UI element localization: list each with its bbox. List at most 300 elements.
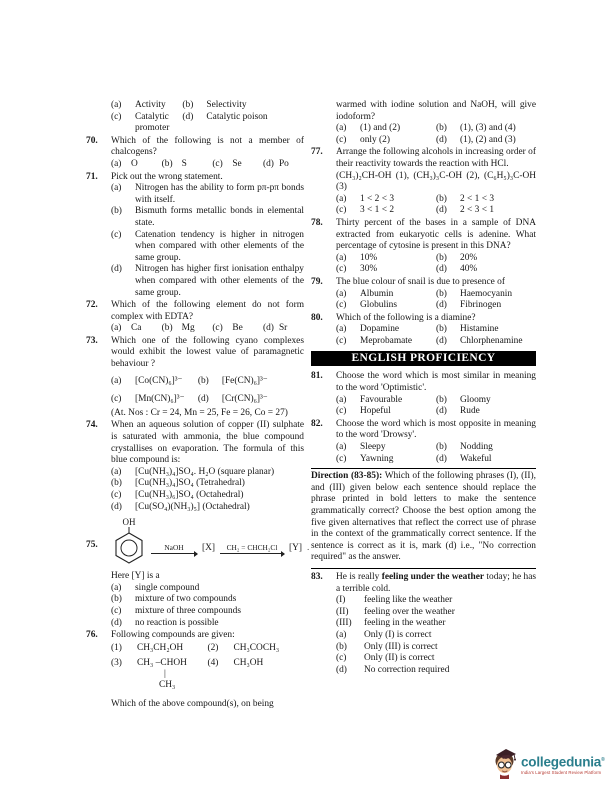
option	[162, 159, 213, 171]
option-row	[336, 336, 536, 348]
option-label: (a)	[111, 183, 122, 194]
option-label: (a)	[111, 466, 122, 477]
option-row	[111, 100, 304, 112]
option	[111, 100, 182, 112]
compound	[111, 658, 208, 691]
collegedunia-logo	[492, 747, 605, 781]
option-text: (1) and (2)	[360, 123, 401, 134]
option-text: Haemocyanin	[460, 288, 513, 299]
option-text: [Fe(CN)₆]³⁻	[221, 375, 268, 386]
option	[111, 394, 198, 406]
option-text: Histamine	[460, 324, 499, 335]
option-row	[111, 394, 304, 406]
option	[111, 376, 198, 388]
compound-formula: CH₃CH₂OH	[137, 642, 184, 653]
question-number: 70.	[86, 135, 98, 146]
reaction-arrow	[151, 544, 197, 554]
question-74	[86, 420, 304, 513]
option-text: Only (II) is correct	[364, 653, 435, 664]
brand-tagline: India's Largest Student Review Platform	[521, 770, 602, 776]
option	[336, 336, 436, 348]
option-label: (a)	[111, 375, 122, 386]
option-label: (a)	[336, 193, 347, 204]
question-number: 73.	[86, 335, 98, 346]
direction-label: Direction (83-85):	[311, 471, 383, 482]
question-70	[86, 136, 304, 171]
question-76-continuation	[311, 100, 536, 146]
option	[336, 454, 436, 466]
intermediate-x: [X]	[202, 543, 216, 554]
option-label: (a)	[336, 324, 347, 335]
option-row	[336, 264, 536, 276]
option-text: 10%	[360, 252, 378, 263]
option	[436, 264, 536, 276]
option-text: Albumin	[360, 288, 394, 299]
option-text: Gloomy	[460, 394, 491, 405]
option-text: 2 < 1 < 3	[460, 193, 495, 204]
option	[198, 376, 304, 388]
phrase-text: feeling in the weather	[364, 618, 446, 629]
question-continuation: Which of the above compound(s), on being	[111, 698, 274, 709]
question-78	[311, 218, 536, 276]
compound-formula: CH₃ –CHOH	[137, 658, 187, 669]
option-label: (b)	[436, 123, 447, 134]
option-text: [Mn(CN)₆]³⁻	[135, 394, 185, 405]
option-label: (b)	[436, 442, 447, 453]
option-row	[111, 112, 304, 135]
option-label: (d)	[436, 406, 447, 417]
sentence-pre: He is really	[336, 571, 382, 582]
option-label: (d)	[111, 617, 122, 628]
option	[336, 642, 536, 654]
phrase-text: feeling over the weather	[364, 606, 455, 617]
option-row	[336, 253, 536, 265]
option-label: (c)	[111, 229, 122, 240]
phrase-option	[336, 607, 536, 619]
question-text: Choose the word which is most similar in meaning to the word 'Optimistic'.	[336, 371, 536, 394]
question-number: 71.	[86, 171, 98, 182]
sentence-post: today; he has a terrible cold.	[336, 571, 536, 594]
option	[198, 394, 304, 406]
option-label: (a)	[336, 123, 347, 134]
phrase-label: (III)	[336, 618, 352, 629]
option-label: (b)	[161, 323, 173, 334]
option-row	[336, 194, 536, 206]
compound-label: (3)	[111, 658, 122, 669]
option-label: (b)	[436, 394, 447, 405]
option-text: Selectivity	[206, 100, 247, 110]
arrow-line	[220, 553, 284, 554]
option-label: (b)	[182, 100, 194, 110]
question-text: warmed with iodine solution and NaOH, will give iodoform?	[336, 100, 536, 122]
option-label: (c)	[336, 406, 347, 417]
option-text: Be	[232, 323, 243, 334]
question-73	[86, 336, 304, 420]
option	[182, 100, 304, 112]
option-text: Meprobamate	[360, 335, 413, 346]
option	[336, 630, 536, 642]
registered-mark: ®	[601, 756, 605, 763]
question-number: 76.	[86, 630, 98, 641]
question-text: When an aqueous solution of copper (II) sulphate is saturated with ammonia, the blue compound crystallises on evaporation. The formula of this blue compound is:	[111, 420, 304, 466]
option-row	[336, 395, 536, 407]
atomic-numbers-note: (At. Nos : Cr = 24, Mn = 25, Fe = 26, Co = 27)	[111, 407, 288, 418]
compound	[208, 658, 305, 691]
option	[336, 194, 436, 206]
reaction-scheme	[111, 517, 310, 567]
question-number: 79.	[311, 276, 323, 287]
section-header-english-proficiency: ENGLISH PROFICIENCY	[311, 351, 536, 366]
option	[436, 205, 536, 217]
option-label: (b)	[197, 375, 209, 386]
option-label: (b)	[436, 193, 447, 204]
option	[111, 230, 304, 265]
question-stem: Here [Y] is a	[111, 571, 160, 582]
hydroxyl-label: OH	[122, 517, 136, 528]
phenol-structure	[111, 517, 147, 567]
option-row	[336, 289, 536, 301]
question-text: Arrange the following alcohols in increasing order of their reactivity towards the reaction with HCl.	[336, 147, 536, 169]
option-text: Catenation tendency is higher in nitrogen when compared with other elements of the same group.	[135, 229, 304, 263]
option-label: (d)	[336, 664, 347, 675]
option-text: Mg	[181, 323, 195, 334]
option-label: (a)	[336, 288, 347, 299]
option-row	[336, 454, 536, 466]
option-label: (a)	[336, 252, 347, 263]
option-label: (a)	[111, 158, 122, 169]
logo-text	[521, 753, 605, 776]
option-label: (d)	[111, 501, 122, 512]
option	[111, 159, 162, 171]
option	[336, 205, 436, 217]
compound-label: (2)	[207, 642, 219, 653]
question-69-options	[86, 100, 304, 135]
question-text: Thirty percent of the bases in a sample of DNA extracted from eukaryotic cells is adenine. What percentage of cytosine is present in this DNA?	[336, 217, 536, 252]
question-text: Which of the following is a diamine?	[336, 312, 476, 323]
option-label: (d)	[436, 335, 447, 346]
option-label: (c)	[111, 111, 122, 122]
question-number: 82.	[311, 418, 323, 429]
question-text: Following compounds are given:	[111, 630, 235, 641]
option-text: 2 < 3 < 1	[460, 205, 495, 216]
option	[436, 336, 536, 348]
option-text: 30%	[360, 264, 378, 275]
phrase-option	[336, 618, 536, 630]
option	[111, 583, 304, 595]
option	[111, 478, 304, 490]
question-79	[311, 277, 536, 312]
option-text: O	[131, 158, 138, 169]
option-label: (d)	[111, 264, 122, 275]
option	[436, 324, 536, 336]
option-row	[336, 123, 536, 135]
option	[111, 264, 304, 299]
option-label: (b)	[436, 324, 447, 335]
left-column	[86, 99, 310, 710]
option-text: Nitrogen has higher first ionisation enthalpy when compared with other elements of the same group.	[135, 264, 304, 298]
question-number: 74.	[86, 420, 98, 431]
option-label: (d)	[262, 323, 274, 334]
option	[436, 135, 536, 147]
option-text: Nodding	[460, 442, 493, 453]
phrase-label: (II)	[336, 606, 349, 617]
option	[263, 159, 304, 171]
direction-83-85	[311, 468, 536, 569]
option-label: (b)	[436, 288, 447, 299]
option-text: (1), (2) and (3)	[460, 134, 516, 145]
option-label: (d)	[436, 134, 447, 145]
option-row	[336, 300, 536, 312]
option-text: only (2)	[360, 134, 390, 145]
question-number: 78.	[311, 217, 323, 228]
option-row	[336, 135, 536, 147]
option-text: [Cu(NH₃)₄]SO₄ (Tetrahedral)	[135, 478, 245, 489]
option-label: (b)	[111, 478, 122, 489]
option	[336, 406, 436, 418]
compound-formula: CH₃OH	[233, 658, 264, 669]
option	[111, 502, 304, 514]
option-label: (b)	[111, 206, 122, 217]
option-text: Se	[232, 158, 242, 169]
bond-line: |	[164, 668, 166, 679]
compound-formula: CH₃COCH₃	[233, 642, 280, 653]
option	[436, 123, 536, 135]
option-label: (a)	[111, 100, 122, 110]
option-text: Yawning	[360, 453, 394, 464]
option-label: (c)	[336, 300, 347, 311]
option-label: (b)	[161, 158, 173, 169]
option	[336, 264, 436, 276]
option-label: (b)	[111, 594, 122, 605]
right-column	[311, 99, 536, 676]
option-text: mixture of two compounds	[135, 594, 237, 605]
option-label: (d)	[436, 300, 447, 311]
compound-formula: CH₃	[159, 679, 176, 690]
question-text: Pick out the wrong statement.	[111, 171, 223, 182]
option-text: Wakeful	[460, 453, 492, 464]
reaction-arrow	[220, 544, 284, 554]
option	[436, 442, 536, 454]
option-label: (c)	[336, 453, 347, 464]
option-text: Sleepy	[360, 442, 386, 453]
option	[111, 606, 304, 618]
option	[111, 112, 182, 135]
option	[162, 323, 213, 335]
option-row	[111, 159, 304, 171]
arrow-line	[151, 553, 197, 554]
formula-line: (CH₃)₂CH-OH (1), (CH₃)₃C-OH (2), (C₆H₅)₃C-OH (3)	[336, 170, 536, 193]
question-text: Which one of the following cyano complexes would exhibit the lowest value of paramagnetic behaviour ?	[111, 335, 304, 370]
option	[212, 159, 263, 171]
question-number: 80.	[311, 312, 323, 323]
compound	[208, 643, 305, 655]
option-text: [Cu(SO₄)(NH₃)₅] (Octahedral)	[135, 501, 250, 512]
option-text: Chlorphenamine	[460, 335, 523, 346]
option	[336, 653, 536, 665]
option	[336, 324, 436, 336]
question-75	[86, 514, 310, 629]
option	[111, 183, 304, 206]
option-label: (c)	[336, 264, 347, 275]
option-text: Catalytic promoter	[135, 111, 170, 134]
option-label: (c)	[111, 605, 122, 616]
compound-label: (4)	[207, 658, 219, 669]
option-label: (d)	[197, 394, 209, 405]
option	[436, 395, 536, 407]
option-text: [Cu(NH₃)₆]SO₄ (Octahedral)	[135, 490, 244, 500]
option-text: single compound	[135, 582, 200, 593]
option-text: Po	[278, 158, 289, 169]
option-label: (b)	[436, 252, 447, 263]
option-text: 1 < 2 < 3	[360, 193, 395, 204]
compound	[111, 643, 208, 655]
option-label: (c)	[336, 653, 347, 664]
option	[111, 206, 304, 229]
option-text: 20%	[460, 252, 478, 263]
option-text: Ca	[131, 323, 142, 334]
compound-structure	[137, 658, 187, 691]
option-text: Hopeful	[360, 406, 391, 417]
option-text: [Cu(NH₃)₄]SO₄. H₂O (square planar)	[135, 466, 275, 477]
option-label: (c)	[111, 394, 122, 405]
question-text: Which of the following element do not form complex with EDTA?	[111, 300, 304, 322]
option	[263, 323, 304, 335]
question-number: 77.	[311, 147, 323, 158]
option-label: (d)	[436, 205, 447, 216]
direction-text: Which of the following phrases (I), (II), and (III) given below each sentence should replace the phrase printed in bold letters to make the sentence grammatically correct? Choose the best option among the five given alternatives that reflect the correct use of phrase in the context of the grammatically correct sentence. If the sentence is correct as it is, mark (d) i.e., "No correction required" as the answer.	[311, 471, 536, 563]
option-label: (c)	[336, 335, 347, 346]
reagent-label: CH₂ = CHCH₂Cl	[226, 543, 278, 553]
option-label: (c)	[212, 323, 223, 334]
option-text: Nitrogen has the ability to form pπ-pπ bonds with itself.	[135, 183, 304, 205]
option	[111, 618, 304, 630]
option	[436, 289, 536, 301]
option-text: [Cr(CN)₆]³⁻	[221, 394, 268, 405]
option	[436, 406, 536, 418]
option-text: Dopamine	[360, 324, 400, 335]
question-80	[311, 313, 536, 348]
question-text: Which of the following is not a member of chalcogens?	[111, 135, 304, 158]
option	[336, 442, 436, 454]
option-text: Only (I) is correct	[364, 629, 432, 640]
reagent-label: NaOH	[164, 543, 184, 553]
option	[336, 665, 536, 677]
question-number: 75.	[86, 540, 98, 551]
option	[436, 194, 536, 206]
phrase-label: (I)	[336, 595, 346, 606]
option-text: Favourable	[360, 394, 403, 405]
question-77	[311, 147, 536, 217]
option	[436, 300, 536, 312]
question-number: 83.	[311, 571, 323, 582]
option-text: Rude	[460, 406, 480, 417]
option-text: no reaction is possible	[135, 617, 219, 628]
option-label: (c)	[336, 134, 347, 145]
question-71	[86, 172, 304, 300]
option-row	[111, 323, 304, 335]
question-number: 81.	[311, 371, 323, 382]
option-row	[336, 205, 536, 217]
question-number: 72.	[86, 300, 98, 311]
question-text	[336, 572, 536, 595]
option-label: (d)	[262, 158, 274, 169]
option-text: Catalytic poison	[206, 111, 268, 122]
option-label: (d)	[182, 111, 194, 122]
sentence-period: .	[307, 543, 310, 554]
question-text: Choose the word which is most opposite in meaning to the word 'Drowsy'.	[336, 418, 536, 441]
mascot-icon	[492, 747, 518, 781]
option-text: mixture of three compounds	[135, 605, 241, 616]
option-row	[336, 324, 536, 336]
compound-row	[111, 658, 304, 691]
question-76	[86, 630, 304, 710]
option	[111, 467, 304, 479]
option-label: (b)	[336, 641, 347, 652]
question-text: The blue colour of snail is due to presence of	[336, 276, 505, 287]
phrase-option	[336, 595, 536, 607]
option	[111, 490, 304, 502]
question-81	[311, 371, 536, 417]
option-label: (a)	[111, 323, 122, 334]
option	[436, 454, 536, 466]
option	[111, 594, 304, 606]
option-text: Fibrinogen	[460, 300, 502, 311]
phrase-text: feeling like the weather	[364, 595, 453, 606]
option-label: (a)	[336, 442, 347, 453]
option-label: (a)	[336, 629, 347, 640]
option	[436, 253, 536, 265]
option-label: (a)	[111, 582, 122, 593]
option-label: (d)	[436, 453, 447, 464]
option-row	[336, 406, 536, 418]
compound-row	[111, 643, 304, 655]
bold-phrase: feeling under the weather	[381, 571, 485, 582]
option-text: Sr	[278, 323, 288, 334]
option-label: (c)	[336, 205, 347, 216]
question-82	[311, 419, 536, 465]
option	[336, 253, 436, 265]
option	[336, 289, 436, 301]
option-text: [Co(CN)₆]³⁻	[135, 375, 183, 386]
product-y: [Y]	[289, 543, 303, 554]
option-label: (c)	[111, 490, 122, 500]
option-label: (c)	[212, 158, 223, 169]
question-72	[86, 300, 304, 335]
option-text: (1), (3) and (4)	[460, 123, 516, 134]
option	[212, 323, 263, 335]
option	[336, 395, 436, 407]
option-text: Bismuth forms metallic bonds in elemental state.	[135, 206, 304, 228]
option	[336, 300, 436, 312]
option-text: Globulins	[360, 300, 397, 311]
brand-name: collegedunia®	[521, 754, 605, 770]
option	[182, 112, 304, 135]
option-text: Only (III) is correct	[364, 641, 438, 652]
option-row	[336, 442, 536, 454]
option	[336, 135, 436, 147]
benzene-ring-icon	[111, 527, 147, 567]
question-83	[311, 572, 536, 676]
option	[336, 123, 436, 135]
compound-label: (1)	[111, 642, 122, 653]
option-text: Activity	[135, 100, 166, 110]
option	[111, 323, 162, 335]
option-text: No correction required	[364, 664, 450, 675]
option-label: (d)	[436, 264, 447, 275]
option-text: 3 < 1 < 2	[360, 205, 395, 216]
option-text: S	[181, 158, 187, 169]
option-row	[111, 376, 304, 388]
